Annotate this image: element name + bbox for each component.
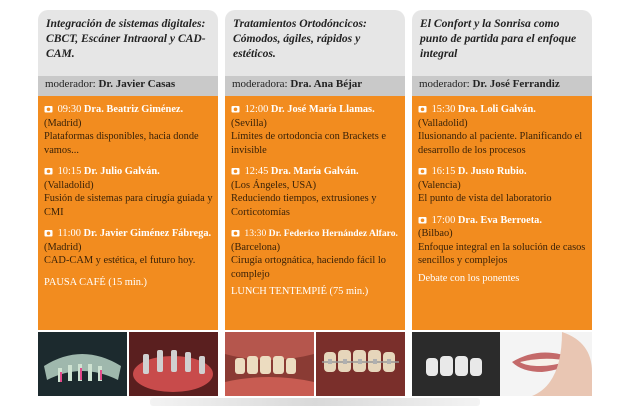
clock-icon bbox=[231, 167, 240, 175]
talk-item bbox=[418, 214, 588, 268]
speaker-city: (Los Ángeles, USA) bbox=[231, 179, 317, 191]
talk-topic: Enfoque integral en la solución de casos sencillos y complejos bbox=[418, 241, 586, 266]
session-column-1 bbox=[38, 10, 218, 396]
talk-item bbox=[44, 227, 214, 268]
speaker-name: Dra. María Galván. bbox=[270, 166, 359, 177]
talk-item bbox=[231, 165, 401, 219]
talks-panel bbox=[225, 96, 405, 330]
moderator-name: Dra. Ana Béjar bbox=[290, 78, 363, 90]
implant-photo bbox=[129, 332, 218, 396]
photo-strip bbox=[38, 332, 218, 396]
talk-time: 12:45 bbox=[244, 166, 269, 177]
clock-icon bbox=[418, 105, 427, 113]
talk-time: 16:15 bbox=[431, 166, 456, 177]
talk-item bbox=[231, 103, 401, 157]
talk-topic: Límites de ortodoncia con Brackets e invisible bbox=[231, 131, 386, 156]
speaker-name: Dra. Loli Galván. bbox=[457, 104, 536, 115]
talk-topic: Fusión de sistemas para cirugía guiada y CMI bbox=[44, 193, 213, 218]
speaker-city: (Valladolid) bbox=[418, 117, 468, 129]
talk-topic: El punto de vista del laboratorio bbox=[418, 193, 552, 204]
talk-item bbox=[231, 227, 401, 281]
break-note: LUNCH TENTEMPIÉ (75 min.) bbox=[231, 286, 369, 297]
speaker-city: (Valencia) bbox=[418, 179, 461, 191]
session-title: El Confort y la Sonrisa como punto de partida para el enfoque integral bbox=[412, 10, 592, 76]
footer-strip bbox=[150, 398, 480, 406]
speaker-city: (Madrid) bbox=[44, 241, 82, 253]
speaker-name: Dr. Julio Galván. bbox=[83, 166, 160, 177]
clock-icon bbox=[44, 167, 53, 175]
clock-icon bbox=[231, 105, 240, 113]
brackets-photo bbox=[316, 332, 405, 396]
speaker-name: D. Justo Rubio. bbox=[457, 166, 527, 177]
speaker-city: (Barcelona) bbox=[231, 241, 281, 253]
session-title: Tratamientos Ortodóncicos: Cómodos, ágiles, rápidos y estéticos. bbox=[225, 10, 405, 76]
speaker-city: (Sevilla) bbox=[231, 117, 267, 129]
talks-panel bbox=[38, 96, 218, 330]
clock-icon bbox=[44, 229, 53, 237]
talk-topic: Reduciendo tiempos, extrusiones y Corticotomías bbox=[231, 193, 377, 218]
talk-item bbox=[44, 103, 214, 157]
talk-time: 11:00 bbox=[57, 228, 81, 239]
speaker-name: Dr. Javier Giménez Fábrega. bbox=[83, 228, 212, 239]
talk-item bbox=[418, 103, 588, 157]
speaker-city: (Madrid) bbox=[44, 117, 82, 129]
moderator-bar bbox=[412, 76, 592, 96]
photo-strip bbox=[225, 332, 405, 396]
moderator-name: Dr. José Ferrandiz bbox=[472, 78, 560, 90]
moderator-bar bbox=[225, 76, 405, 96]
talk-time: 17:00 bbox=[431, 214, 456, 226]
speaker-name: Dr. José María Llamas. bbox=[270, 104, 375, 115]
moderator-label: moderadora: bbox=[232, 78, 288, 90]
speaker-city: (Bilbao) bbox=[418, 228, 453, 239]
speaker-city: (Valladolid) bbox=[44, 179, 94, 191]
talk-item bbox=[418, 165, 588, 206]
clock-icon bbox=[231, 229, 240, 237]
speaker-name: Dr. Federico Hernández Alfaro. bbox=[268, 228, 398, 239]
talk-time: 15:30 bbox=[431, 104, 456, 115]
session-column-3 bbox=[412, 10, 592, 396]
moderator-label: moderador: bbox=[419, 78, 470, 90]
talk-item bbox=[44, 165, 214, 219]
talks-panel bbox=[412, 96, 592, 330]
moderator-bar bbox=[38, 76, 218, 96]
photo-strip bbox=[412, 332, 592, 396]
break-note: PAUSA CAFÉ (15 min.) bbox=[44, 276, 147, 288]
talk-time: 13:30 bbox=[244, 228, 267, 239]
moderator-label: moderador: bbox=[45, 78, 96, 90]
clock-icon bbox=[418, 216, 427, 224]
moderator-name: Dr. Javier Casas bbox=[98, 78, 176, 90]
talk-time: 09:30 bbox=[57, 104, 82, 115]
clock-icon bbox=[44, 105, 53, 113]
talk-topic: Cirugía ortognática, haciendo fácil lo complejo bbox=[231, 255, 386, 280]
orthodontic-photo bbox=[225, 332, 314, 396]
talk-topic: Plataformas disponibles, hacia donde vamos... bbox=[44, 131, 199, 156]
speaker-name: Dra. Beatriz Giménez. bbox=[83, 104, 184, 115]
talk-time: 12:00 bbox=[244, 104, 269, 115]
break-note: Debate con los ponentes bbox=[418, 272, 520, 284]
talk-time: 10:15 bbox=[57, 166, 82, 177]
clock-icon bbox=[418, 167, 427, 175]
speaker-name: Dra. Eva Berroeta. bbox=[457, 214, 542, 226]
session-column-2 bbox=[225, 10, 405, 396]
talk-topic: Ilusionando al paciente. Planificando el desarrollo de los procesos bbox=[418, 131, 583, 156]
cbct-scan-image bbox=[38, 332, 127, 396]
session-title: Integración de sistemas digitales: CBCT, Escáner Intraoral y CAD-CAM. bbox=[38, 10, 218, 76]
talk-topic: CAD-CAM y estética, el futuro hoy. bbox=[44, 255, 196, 266]
smile-photo bbox=[412, 332, 592, 396]
